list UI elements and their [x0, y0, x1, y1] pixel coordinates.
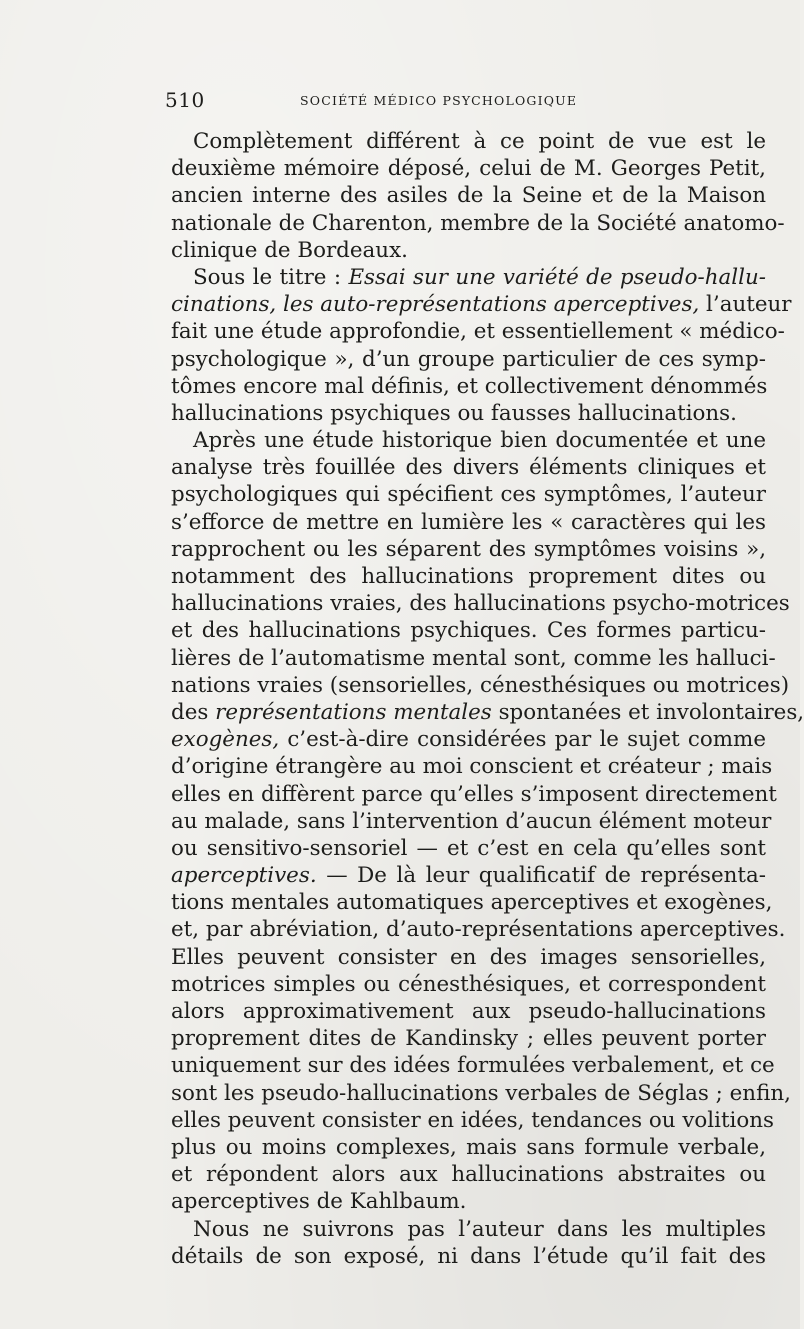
text-run: Sous le titre : — [193, 264, 349, 290]
text-line — [171, 1107, 775, 1134]
text-run: deuxième mémoire déposé, celui de M. Georges Petit, — [171, 156, 766, 182]
text-run: sont les pseudo-hallucinations verbales de Séglas ; enfin, — [171, 1080, 791, 1106]
text-run: lières de l’automatisme mental sont, comme les halluci- — [171, 645, 776, 671]
running-title: SOCIÉTÉ MÉDICO PSYCHOLOGIQUE — [300, 93, 578, 108]
text-line — [171, 672, 790, 699]
body-text — [171, 128, 804, 1270]
text-line — [171, 1161, 766, 1188]
text-run: s’efforce de mettre en lumière les « caractères qui les — [171, 509, 766, 535]
text-line — [171, 916, 786, 943]
text-line — [171, 536, 766, 563]
text-line — [171, 808, 772, 835]
text-run: nations vraies (sensorielles, cénesthésiques ou motrices) — [171, 672, 790, 698]
text-run: détails de son exposé, ni dans l’étude qu’il fait des — [171, 1243, 766, 1269]
text-run: ou sensitivo-sensoriel — et c’est en cela qu’elles sont — [171, 835, 766, 861]
text-run: tions mentales automatiques aperceptives et exogènes, — [171, 890, 773, 916]
text-run: et, par abréviation, d’auto-représentations aperceptives. — [171, 917, 786, 943]
text-line — [171, 726, 766, 753]
text-run: tômes encore mal définis, et collectivement dénommés — [171, 373, 768, 399]
text-run: Complètement différent à ce point de vue est le — [193, 129, 766, 154]
text-run: motrices simples ou cénesthésiques, et correspondent — [171, 971, 766, 997]
text-run: et répondent alors aux hallucinations abstraites ou — [171, 1162, 766, 1188]
text-run: c’est-à-dire considérées par le sujet comme — [279, 727, 766, 753]
text-line — [171, 128, 766, 155]
text-run: elles peuvent consister en idées, tendances ou volitions — [171, 1107, 775, 1133]
text-run: plus ou moins complexes, mais sans formule verbale, — [171, 1134, 766, 1160]
text-run: hallucinations vraies, des hallucinations psycho-motrices — [171, 591, 790, 617]
text-line — [171, 1080, 791, 1107]
text-line — [171, 1134, 766, 1161]
text-line — [171, 590, 790, 617]
text-line — [171, 182, 766, 209]
text-line — [171, 835, 766, 862]
text-run: elles en diffèrent parce qu’elles s’imposent directement — [171, 781, 777, 807]
text-run: ancien interne des asiles de la Seine et de la Maison — [171, 183, 766, 209]
text-line — [171, 291, 792, 318]
text-run: fait une étude approfondie, et essentiellement « médico- — [171, 319, 785, 345]
text-line — [171, 1052, 775, 1079]
text-run: hallucinations psychiques ou fausses hallucinations. — [171, 400, 737, 426]
text-line — [171, 781, 777, 808]
text-line — [171, 481, 766, 508]
text-line — [171, 237, 766, 264]
text-line — [171, 645, 776, 672]
text-line — [171, 155, 766, 182]
text-line — [171, 998, 766, 1025]
text-run: d’origine étrangère au moi conscient et créateur ; mais — [171, 754, 773, 780]
italic-text: aperceptives. — [171, 863, 317, 889]
text-line — [171, 862, 766, 889]
text-run: Nous ne suivrons pas l’auteur dans les multiples — [193, 1216, 766, 1242]
text-line — [171, 971, 766, 998]
text-run: analyse très fouillée des divers éléments cliniques et — [171, 455, 766, 481]
text-run: — De là leur qualificatif de représenta- — [316, 863, 766, 889]
text-run: psychologiques qui spécifient ces symptômes, l’auteur — [171, 482, 766, 508]
text-run: et des hallucinations psychiques. Ces formes particu- — [171, 618, 766, 644]
text-line — [171, 699, 804, 726]
italic-text: représentations mentales — [215, 699, 492, 725]
text-line — [171, 210, 785, 237]
text-run: notamment des hallucinations proprement dites ou — [171, 564, 766, 589]
text-run: proprement dites de Kandinsky ; elles peuvent porter — [171, 1026, 766, 1052]
text-run: rapprochent ou les séparent des symptômes voisins », — [171, 536, 766, 562]
text-line — [171, 264, 766, 291]
text-line — [171, 400, 766, 427]
text-run: alors approximativement aux pseudo-hallucinations — [171, 999, 766, 1024]
text-line — [171, 889, 773, 916]
text-run: psychologique », d’un groupe particulier de ces symp- — [171, 346, 766, 372]
text-run: clinique de Bordeaux. — [171, 237, 408, 263]
italic-text: Essai sur une variété de pseudo-hallu- — [348, 264, 766, 290]
text-run: l’auteur — [699, 292, 792, 318]
text-line — [171, 509, 766, 536]
text-run: au malade, sans l’intervention d’aucun élément moteur — [171, 808, 772, 834]
text-line — [171, 617, 766, 644]
text-run: Elles peuvent consister en des images sensorielles, — [171, 944, 766, 970]
text-line — [171, 563, 766, 590]
italic-text: exogènes, — [171, 727, 280, 753]
text-line — [171, 454, 766, 481]
text-line — [171, 753, 773, 780]
text-line — [171, 318, 785, 345]
text-run: spontanées et involontaires, — [491, 699, 804, 725]
page-number: 510 — [165, 88, 205, 112]
text-line — [171, 1025, 766, 1052]
text-run: des — [171, 699, 216, 725]
text-line — [171, 1243, 766, 1270]
text-line — [171, 427, 766, 454]
page-header — [165, 88, 765, 118]
text-line — [171, 373, 766, 400]
text-line — [171, 1188, 766, 1215]
text-line — [171, 944, 766, 971]
text-run: aperceptives de Kahlbaum. — [171, 1189, 467, 1215]
text-line — [171, 346, 766, 373]
text-run: uniquement sur des idées formulées verbalement, et ce — [171, 1053, 775, 1079]
text-run: nationale de Charenton, membre de la Société anatomo- — [171, 210, 785, 236]
italic-text: cinations, les auto-représentations aperceptives, — [171, 292, 700, 318]
text-line — [171, 1216, 766, 1243]
text-run: Après une étude historique bien documentée et une — [193, 428, 766, 454]
